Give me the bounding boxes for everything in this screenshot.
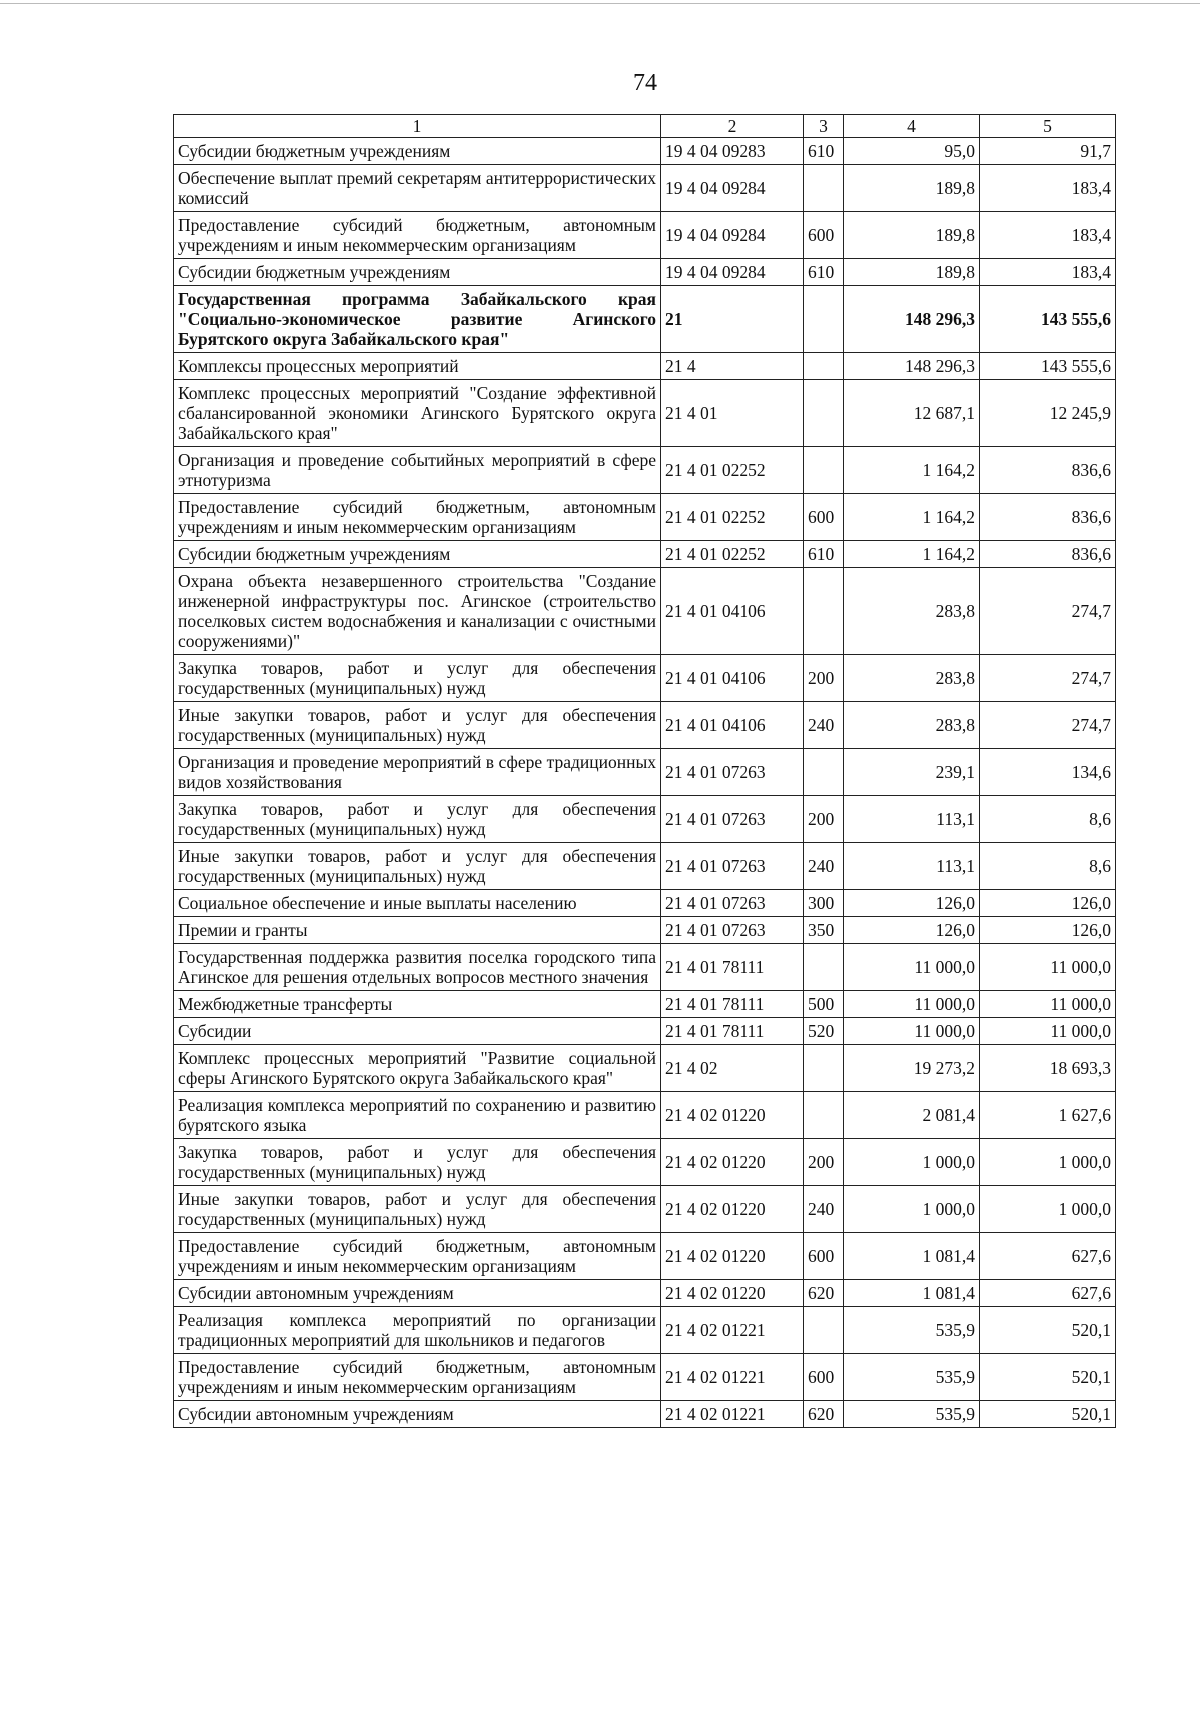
table-row	[174, 890, 1116, 917]
row-amount-col5-cell: 12 245,9	[980, 380, 1116, 447]
row-amount-col5-cell: 143 555,6	[980, 286, 1116, 353]
row-code-cell: 21 4 02 01220	[661, 1092, 804, 1139]
row-expense-type-cell: 200	[804, 796, 844, 843]
row-name-cell: Предоставление субсидий бюджетным, автономным учреждениям и иным некоммерческим организациям	[174, 212, 661, 259]
row-amount-col4-cell: 19 273,2	[844, 1045, 980, 1092]
row-expense-type-cell: 620	[804, 1401, 844, 1428]
table-row	[174, 1018, 1116, 1045]
row-amount-col5-cell: 520,1	[980, 1354, 1116, 1401]
row-code-cell: 21 4 02 01221	[661, 1354, 804, 1401]
table-row	[174, 1092, 1116, 1139]
page-number: 74	[633, 70, 657, 96]
row-amount-col5-cell: 627,6	[980, 1233, 1116, 1280]
row-code-cell: 21 4 02 01220	[661, 1186, 804, 1233]
row-amount-col5-cell: 183,4	[980, 165, 1116, 212]
row-amount-col5-cell: 11 000,0	[980, 1018, 1116, 1045]
row-expense-type-cell	[804, 1045, 844, 1092]
row-name-cell: Реализация комплекса мероприятий по организации традиционных мероприятий для школьников и педагогов	[174, 1307, 661, 1354]
row-expense-type-cell: 600	[804, 494, 844, 541]
row-expense-type-cell: 300	[804, 890, 844, 917]
row-expense-type-cell: 610	[804, 259, 844, 286]
table-row	[174, 541, 1116, 568]
row-amount-col5-cell: 520,1	[980, 1307, 1116, 1354]
row-amount-col5-cell: 1 000,0	[980, 1139, 1116, 1186]
row-amount-col4-cell: 11 000,0	[844, 991, 980, 1018]
row-code-cell: 21 4 01 78111	[661, 1018, 804, 1045]
row-name-cell: Иные закупки товаров, работ и услуг для обеспечения государственных (муниципальных) нужд	[174, 702, 661, 749]
row-code-cell: 21 4 01 07263	[661, 890, 804, 917]
row-amount-col5-cell: 274,7	[980, 655, 1116, 702]
row-amount-col4-cell: 113,1	[844, 843, 980, 890]
row-expense-type-cell: 620	[804, 1280, 844, 1307]
row-amount-col4-cell: 535,9	[844, 1354, 980, 1401]
row-code-cell: 21 4 01 78111	[661, 991, 804, 1018]
row-amount-col4-cell: 189,8	[844, 212, 980, 259]
row-expense-type-cell	[804, 380, 844, 447]
row-name-cell: Субсидии бюджетным учреждениям	[174, 138, 661, 165]
table-row	[174, 568, 1116, 655]
row-amount-col5-cell: 274,7	[980, 702, 1116, 749]
row-amount-col5-cell: 18 693,3	[980, 1045, 1116, 1092]
row-code-cell: 21 4 01 04106	[661, 702, 804, 749]
row-amount-col5-cell: 91,7	[980, 138, 1116, 165]
column-header-2: 2	[661, 115, 804, 138]
table-row	[174, 353, 1116, 380]
row-code-cell: 21 4 01 07263	[661, 917, 804, 944]
row-amount-col4-cell: 535,9	[844, 1401, 980, 1428]
row-code-cell: 19 4 04 09284	[661, 165, 804, 212]
row-expense-type-cell: 240	[804, 1186, 844, 1233]
row-expense-type-cell: 200	[804, 655, 844, 702]
row-amount-col4-cell: 148 296,3	[844, 286, 980, 353]
row-amount-col4-cell: 283,8	[844, 655, 980, 702]
table-row	[174, 655, 1116, 702]
table-row	[174, 749, 1116, 796]
table-row	[174, 1354, 1116, 1401]
row-amount-col4-cell: 12 687,1	[844, 380, 980, 447]
row-amount-col4-cell: 11 000,0	[844, 944, 980, 991]
row-name-cell: Предоставление субсидий бюджетным, автономным учреждениям и иным некоммерческим организациям	[174, 494, 661, 541]
row-code-cell: 21 4 01 04106	[661, 568, 804, 655]
row-name-cell: Субсидии автономным учреждениям	[174, 1401, 661, 1428]
row-amount-col4-cell: 1 164,2	[844, 541, 980, 568]
table-row	[174, 702, 1116, 749]
table-row	[174, 1280, 1116, 1307]
row-amount-col4-cell: 95,0	[844, 138, 980, 165]
table-row	[174, 1233, 1116, 1280]
row-expense-type-cell: 610	[804, 138, 844, 165]
row-expense-type-cell	[804, 944, 844, 991]
table-row	[174, 796, 1116, 843]
row-code-cell: 21 4 02 01220	[661, 1280, 804, 1307]
column-header-4: 4	[844, 115, 980, 138]
row-code-cell: 21 4 01 02252	[661, 447, 804, 494]
table-body	[174, 138, 1116, 1428]
row-expense-type-cell	[804, 447, 844, 494]
row-expense-type-cell: 200	[804, 1139, 844, 1186]
row-amount-col5-cell: 134,6	[980, 749, 1116, 796]
row-amount-col4-cell: 189,8	[844, 259, 980, 286]
row-amount-col5-cell: 11 000,0	[980, 944, 1116, 991]
table-row	[174, 1401, 1116, 1428]
table-row	[174, 1307, 1116, 1354]
table-row	[174, 494, 1116, 541]
row-name-cell: Субсидии бюджетным учреждениям	[174, 259, 661, 286]
row-amount-col5-cell: 11 000,0	[980, 991, 1116, 1018]
row-name-cell: Обеспечение выплат премий секретарям антитеррористических комиссий	[174, 165, 661, 212]
row-name-cell: Социальное обеспечение и иные выплаты населению	[174, 890, 661, 917]
row-code-cell: 19 4 04 09284	[661, 259, 804, 286]
row-expense-type-cell: 600	[804, 1354, 844, 1401]
column-header-3: 3	[804, 115, 844, 138]
column-header-1: 1	[174, 115, 661, 138]
row-name-cell: Иные закупки товаров, работ и услуг для обеспечения государственных (муниципальных) нужд	[174, 1186, 661, 1233]
row-code-cell: 21 4 01 07263	[661, 749, 804, 796]
row-amount-col5-cell: 836,6	[980, 494, 1116, 541]
row-amount-col4-cell: 126,0	[844, 917, 980, 944]
table-row	[174, 165, 1116, 212]
row-expense-type-cell: 520	[804, 1018, 844, 1045]
row-code-cell: 21 4 01 78111	[661, 944, 804, 991]
row-name-cell: Межбюджетные трансферты	[174, 991, 661, 1018]
row-code-cell: 21 4 02 01220	[661, 1139, 804, 1186]
row-name-cell: Иные закупки товаров, работ и услуг для обеспечения государственных (муниципальных) нужд	[174, 843, 661, 890]
row-amount-col5-cell: 126,0	[980, 890, 1116, 917]
row-expense-type-cell	[804, 353, 844, 380]
row-code-cell: 21 4 02 01221	[661, 1401, 804, 1428]
row-code-cell: 21 4 01 02252	[661, 541, 804, 568]
row-expense-type-cell	[804, 286, 844, 353]
row-name-cell: Предоставление субсидий бюджетным, автономным учреждениям и иным некоммерческим организациям	[174, 1233, 661, 1280]
table-row	[174, 944, 1116, 991]
row-name-cell: Закупка товаров, работ и услуг для обеспечения государственных (муниципальных) нужд	[174, 655, 661, 702]
row-amount-col4-cell: 148 296,3	[844, 353, 980, 380]
row-expense-type-cell	[804, 1092, 844, 1139]
row-amount-col5-cell: 143 555,6	[980, 353, 1116, 380]
table-row	[174, 259, 1116, 286]
row-amount-col4-cell: 11 000,0	[844, 1018, 980, 1045]
row-amount-col4-cell: 1 081,4	[844, 1280, 980, 1307]
table-header-row	[174, 115, 1116, 138]
scan-edge-line	[0, 3, 1200, 4]
row-name-cell: Государственная программа Забайкальского края "Социально-экономическое развитие Агинского Бурятского округа Забайкальского края"	[174, 286, 661, 353]
row-name-cell: Комплекс процессных мероприятий "Развитие социальной сферы Агинского Бурятского округа Забайкальского края"	[174, 1045, 661, 1092]
row-amount-col5-cell: 1 627,6	[980, 1092, 1116, 1139]
row-code-cell: 21 4 02 01220	[661, 1233, 804, 1280]
row-code-cell: 21 4 01	[661, 380, 804, 447]
table-row	[174, 286, 1116, 353]
row-expense-type-cell: 610	[804, 541, 844, 568]
row-amount-col5-cell: 836,6	[980, 447, 1116, 494]
row-name-cell: Закупка товаров, работ и услуг для обеспечения государственных (муниципальных) нужд	[174, 796, 661, 843]
row-expense-type-cell	[804, 165, 844, 212]
row-expense-type-cell: 350	[804, 917, 844, 944]
table-row	[174, 1045, 1116, 1092]
table-row	[174, 1186, 1116, 1233]
row-amount-col4-cell: 239,1	[844, 749, 980, 796]
row-amount-col4-cell: 283,8	[844, 568, 980, 655]
table-row	[174, 212, 1116, 259]
table-row	[174, 447, 1116, 494]
row-name-cell: Закупка товаров, работ и услуг для обеспечения государственных (муниципальных) нужд	[174, 1139, 661, 1186]
row-amount-col5-cell: 274,7	[980, 568, 1116, 655]
row-name-cell: Организация и проведение событийных мероприятий в сфере этнотуризма	[174, 447, 661, 494]
row-amount-col5-cell: 627,6	[980, 1280, 1116, 1307]
row-name-cell: Охрана объекта незавершенного строительства "Создание инженерной инфраструктуры пос. Агинское (строительство поселковых систем водоснабжения и канализации с очистными сооружениями)"	[174, 568, 661, 655]
row-expense-type-cell: 240	[804, 843, 844, 890]
row-name-cell: Комплекс процессных мероприятий "Создание эффективной сбалансированной экономики Агинского Бурятского округа Забайкальского края"	[174, 380, 661, 447]
row-code-cell: 21 4 01 07263	[661, 796, 804, 843]
row-amount-col5-cell: 836,6	[980, 541, 1116, 568]
row-amount-col5-cell: 183,4	[980, 212, 1116, 259]
row-amount-col4-cell: 1 164,2	[844, 494, 980, 541]
row-amount-col4-cell: 1 164,2	[844, 447, 980, 494]
row-expense-type-cell	[804, 1307, 844, 1354]
row-expense-type-cell	[804, 568, 844, 655]
row-code-cell: 21 4 01 04106	[661, 655, 804, 702]
row-amount-col4-cell: 2 081,4	[844, 1092, 980, 1139]
row-expense-type-cell: 600	[804, 1233, 844, 1280]
row-amount-col4-cell: 1 000,0	[844, 1139, 980, 1186]
table-row	[174, 380, 1116, 447]
table-row	[174, 991, 1116, 1018]
row-code-cell: 21 4 02	[661, 1045, 804, 1092]
row-code-cell: 21 4 02 01221	[661, 1307, 804, 1354]
row-amount-col4-cell: 283,8	[844, 702, 980, 749]
row-amount-col5-cell: 520,1	[980, 1401, 1116, 1428]
row-amount-col5-cell: 183,4	[980, 259, 1116, 286]
row-expense-type-cell: 500	[804, 991, 844, 1018]
row-expense-type-cell: 240	[804, 702, 844, 749]
row-amount-col4-cell: 535,9	[844, 1307, 980, 1354]
row-expense-type-cell	[804, 749, 844, 796]
row-name-cell: Субсидии бюджетным учреждениям	[174, 541, 661, 568]
row-amount-col5-cell: 1 000,0	[980, 1186, 1116, 1233]
row-name-cell: Предоставление субсидий бюджетным, автономным учреждениям и иным некоммерческим организациям	[174, 1354, 661, 1401]
table-row	[174, 1139, 1116, 1186]
row-name-cell: Государственная поддержка развития поселка городского типа Агинское для решения отдельных вопросов местного значения	[174, 944, 661, 991]
row-name-cell: Организация и проведение мероприятий в сфере традиционных видов хозяйствования	[174, 749, 661, 796]
row-name-cell: Премии и гранты	[174, 917, 661, 944]
column-header-5: 5	[980, 115, 1116, 138]
row-name-cell: Субсидии автономным учреждениям	[174, 1280, 661, 1307]
row-amount-col4-cell: 113,1	[844, 796, 980, 843]
table-row	[174, 843, 1116, 890]
row-amount-col4-cell: 1 081,4	[844, 1233, 980, 1280]
row-code-cell: 21 4 01 07263	[661, 843, 804, 890]
table-row	[174, 138, 1116, 165]
row-amount-col4-cell: 126,0	[844, 890, 980, 917]
row-name-cell: Комплексы процессных мероприятий	[174, 353, 661, 380]
row-code-cell: 19 4 04 09283	[661, 138, 804, 165]
row-amount-col4-cell: 1 000,0	[844, 1186, 980, 1233]
row-amount-col4-cell: 189,8	[844, 165, 980, 212]
row-name-cell: Субсидии	[174, 1018, 661, 1045]
row-code-cell: 21 4	[661, 353, 804, 380]
row-amount-col5-cell: 8,6	[980, 843, 1116, 890]
row-expense-type-cell: 600	[804, 212, 844, 259]
budget-table	[173, 114, 1116, 1428]
row-code-cell: 21 4 01 02252	[661, 494, 804, 541]
row-code-cell: 21	[661, 286, 804, 353]
row-code-cell: 19 4 04 09284	[661, 212, 804, 259]
row-amount-col5-cell: 8,6	[980, 796, 1116, 843]
row-name-cell: Реализация комплекса мероприятий по сохранению и развитию бурятского языка	[174, 1092, 661, 1139]
row-amount-col5-cell: 126,0	[980, 917, 1116, 944]
table-row	[174, 917, 1116, 944]
